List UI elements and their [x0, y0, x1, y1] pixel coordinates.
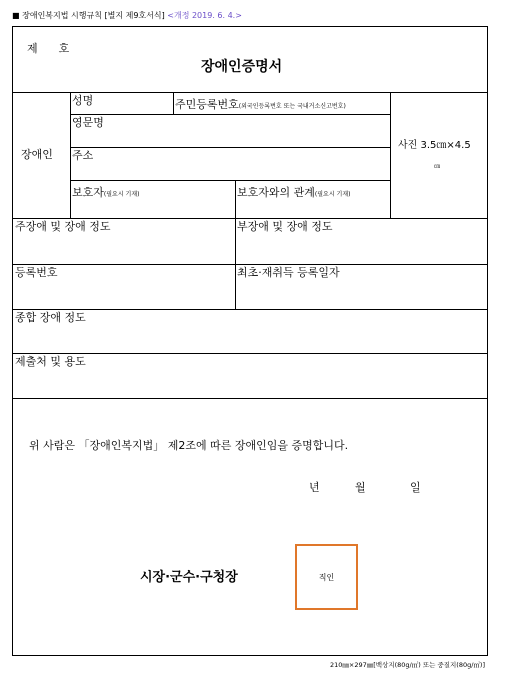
- resident-id-note: (외국인등록번호 또는 국내거소신고번호): [238, 103, 346, 110]
- resident-id-label: [175, 95, 346, 111]
- guardian-main: 보호자: [72, 186, 104, 199]
- year-label: 년: [309, 481, 320, 494]
- revision-date: <개정 2019. 6. 4.>: [167, 11, 242, 20]
- name-label: 성명: [72, 94, 94, 107]
- form-reference: 장애인복지법 시행규칙 [별지 제9호서식]: [22, 11, 165, 20]
- submission-purpose-label: 제출처 및 용도: [15, 355, 86, 368]
- guardian-relation-label: [237, 183, 350, 199]
- divider: [70, 114, 390, 115]
- divider: [13, 309, 487, 310]
- divider: [13, 218, 487, 219]
- guardian-label: [72, 183, 139, 199]
- header-bullet: ■: [12, 11, 20, 20]
- guardian-relation-main: 보호자와의 관계: [237, 186, 315, 199]
- divider: [13, 264, 487, 265]
- divider: [70, 92, 71, 218]
- divider: [390, 92, 391, 218]
- guardian-relation-note: (필요시 기재): [314, 191, 351, 198]
- official-seal-box: [295, 544, 358, 610]
- paper-spec: 210㎜×297㎜[백상지(80g/㎡) 또는 중질지(80g/㎡)]: [329, 661, 485, 669]
- form-header: [12, 10, 242, 21]
- certification-statement: 위 사람은 「장애인복지법」 제2조에 따른 장애인임을 증명합니다.: [29, 439, 349, 452]
- address-label: 주소: [72, 149, 94, 162]
- main-disability-label: 주장애 및 장애 정도: [15, 220, 111, 233]
- guardian-note: (필요시 기재): [103, 191, 140, 198]
- registration-number-label: 등록번호: [15, 266, 58, 279]
- photo-placeholder-unit: ㎝: [434, 163, 441, 170]
- certificate-number-label: 제 호: [27, 42, 70, 55]
- english-name-label: 영문명: [72, 116, 104, 129]
- divider: [13, 353, 487, 354]
- divider: [13, 92, 487, 93]
- divider: [70, 147, 390, 148]
- resident-id-main: 주민등록번호: [175, 98, 239, 111]
- page-title: 장애인증명서: [201, 59, 283, 75]
- issuer-name: 시장·군수·구청장: [140, 570, 238, 585]
- person-section-label: 장애인: [21, 148, 53, 161]
- certificate-form: [12, 26, 488, 656]
- day-label: 일: [410, 481, 421, 494]
- month-label: 월: [355, 481, 366, 494]
- divider: [173, 92, 174, 114]
- divider: [70, 180, 390, 181]
- divider: [235, 180, 236, 218]
- divider: [235, 218, 236, 309]
- sub-disability-label: 부장애 및 장애 정도: [237, 220, 333, 233]
- photo-placeholder-label: 사진 3.5㎝×4.5: [398, 140, 471, 151]
- divider: [13, 398, 487, 399]
- first-registration-date-label: 최초·재취득 등록일자: [237, 266, 340, 279]
- overall-disability-label: 종합 장애 정도: [15, 311, 86, 324]
- seal-label: 직인: [318, 572, 335, 582]
